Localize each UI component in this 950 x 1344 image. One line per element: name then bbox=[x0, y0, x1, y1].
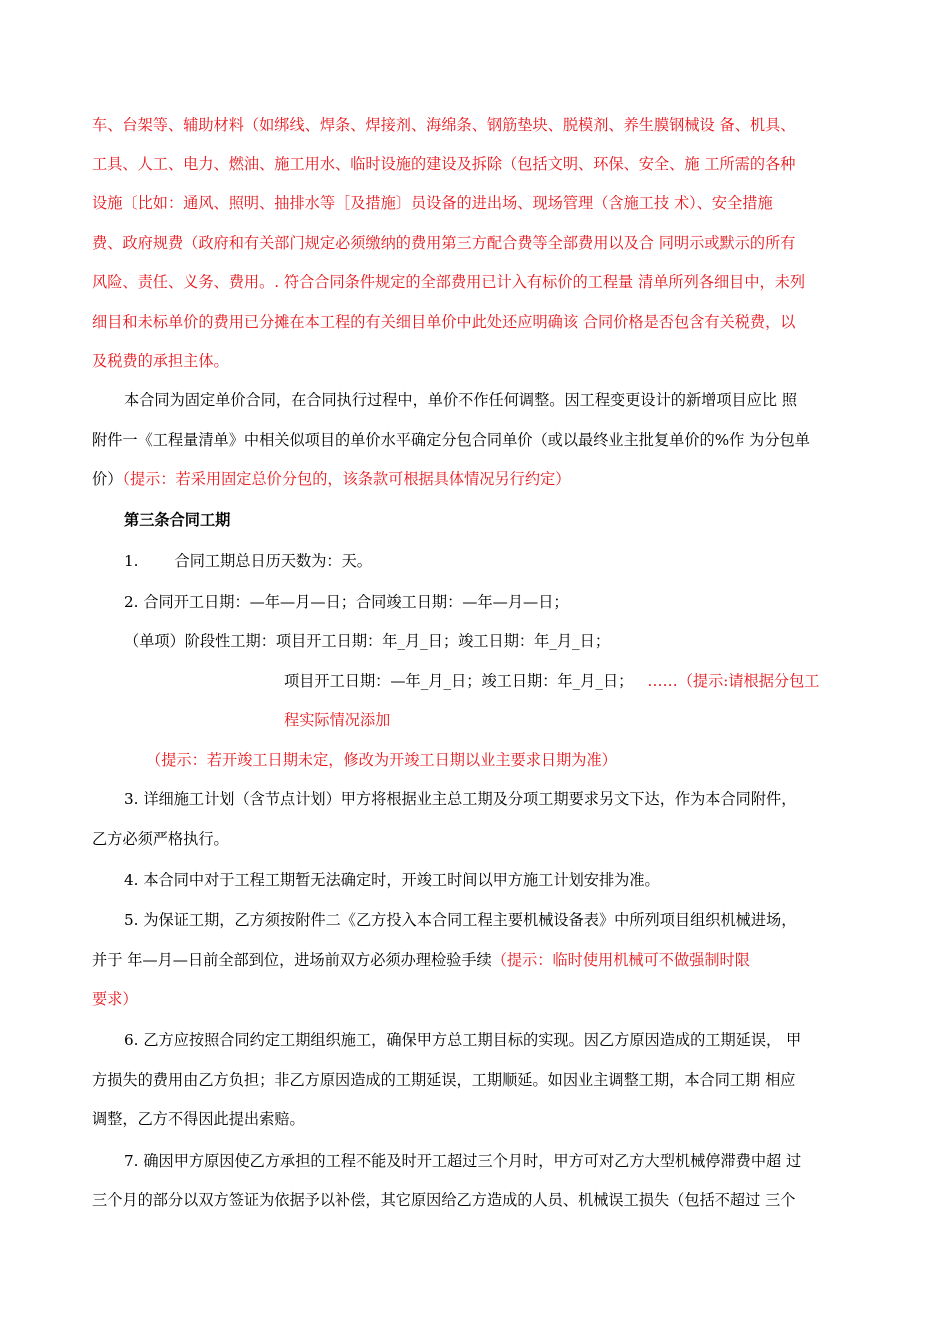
paragraph-line: 乙方必须严格执行。 bbox=[92, 830, 229, 848]
section-heading: 第三条合同工期 bbox=[124, 511, 231, 529]
paragraph-line: 调整，乙方不得因此提出索赔。 bbox=[92, 1110, 305, 1128]
paragraph-line: 附件一《工程量清单》中相关似项目的单价水平确定分包合同单价（或以最终业主批复单价的%作 为分包单 bbox=[92, 431, 810, 449]
list-item: 2. 合同开工日期：—年—月—日；合同竣工日期：—年—月—日； bbox=[124, 593, 569, 611]
paragraph-line: 3. 详细施工计划（含节点计划）甲方将根据业主总工期及分项工期要求另文下达，作为本合同附件， bbox=[124, 790, 797, 808]
paragraph-line: 7. 确因甲方原因使乙方承担的工程不能及时开工超过三个月时，甲方可对乙方大型机械停滞费中超 过 bbox=[124, 1152, 802, 1170]
paragraph-line: 方损失的费用由乙方负担；非乙方原因造成的工期延误，工期顺延。如因业主调整工期，本合同工期 相应 bbox=[92, 1071, 796, 1089]
text-span: 并于 年—月—日前全部到位，进场前双方必须办理检验手续 bbox=[92, 951, 492, 969]
paragraph-line: 车、台架等、辅助材料（如绑线、焊条、焊接剂、海绵条、钢筋垫块、脱模剂、养生膜钢械设 备、机具、 bbox=[92, 116, 796, 134]
paragraph-line: 设施〔比如：通风、照明、抽排水等［及措施〕员设备的进出场、现场管理（含施工技 术）、安全措施 bbox=[92, 194, 773, 212]
text-span: 项目开工日期：—年_月_日；竣工日期：年_月_日； bbox=[284, 672, 634, 690]
paragraph-line: 工具、人工、电力、燃油、施工用水、临时设施的建设及拆除（包括文明、环保、安全、施 工所需的各种 bbox=[92, 155, 796, 173]
hint-text: （提示：临时使用机械可不做强制时限 bbox=[491, 951, 750, 969]
paragraph-line bbox=[92, 950, 892, 970]
paragraph-line: 三个月的部分以双方签证为依据予以补偿，其它原因给乙方造成的人员、机械误工损失（包括不超过 三个 bbox=[92, 1191, 796, 1209]
paragraph-line bbox=[92, 469, 892, 489]
hint-text: （提示：若开竣工日期未定，修改为开竣工日期以业主要求日期为准） bbox=[146, 751, 617, 769]
paragraph-line: 风险、责任、义务、费用。. 符合合同条件规定的全部费用已计入有标价的工程量 清单所列各细目中，未列 bbox=[92, 273, 806, 291]
paragraph-line: 费、政府规费（政府和有关部门规定必须缴纳的费用第三方配合费等全部费用以及合 同明示或默示的所有 bbox=[92, 234, 796, 252]
list-number: 1. bbox=[124, 552, 139, 570]
text-span: 价） bbox=[92, 470, 123, 488]
list-item bbox=[284, 671, 894, 691]
list-item: （单项）阶段性工期：项目开工日期：年_月_日；竣工日期：年_月_日； bbox=[124, 632, 610, 650]
hint-text: ……（提示:请根据分包工 bbox=[647, 672, 820, 690]
hint-text: 程实际情况添加 bbox=[284, 711, 391, 729]
paragraph-line: 6. 乙方应按照合同约定工期组织施工，确保甲方总工期目标的实现。因乙方原因造成的工期延误， 甲 bbox=[124, 1031, 802, 1049]
paragraph-line: 5. 为保证工期，乙方须按附件二《乙方投入本合同工程主要机械设备表》中所列项目组织机械进场， bbox=[124, 911, 797, 929]
paragraph-line: 4. 本合同中对于工程工期暂无法确定时，开竣工时间以甲方施工计划安排为准。 bbox=[124, 871, 660, 889]
hint-text: 要求） bbox=[92, 990, 138, 1008]
hint-text: （提示：若采用固定总价分包的，该条款可根据具体情况另行约定） bbox=[122, 470, 571, 488]
paragraph-line: 本合同为固定单价合同，在合同执行过程中，单价不作任何调整。因工程变更设计的新增项目应比 照 bbox=[124, 391, 798, 409]
paragraph-line: 细目和未标单价的费用已分摊在本工程的有关细目单价中此处还应明确该 合同价格是否包含有关税费，以 bbox=[92, 313, 796, 331]
list-text: 合同工期总日历天数为：天。 bbox=[174, 552, 372, 570]
paragraph-line: 及税费的承担主体。 bbox=[92, 352, 229, 370]
list-item bbox=[124, 551, 924, 571]
